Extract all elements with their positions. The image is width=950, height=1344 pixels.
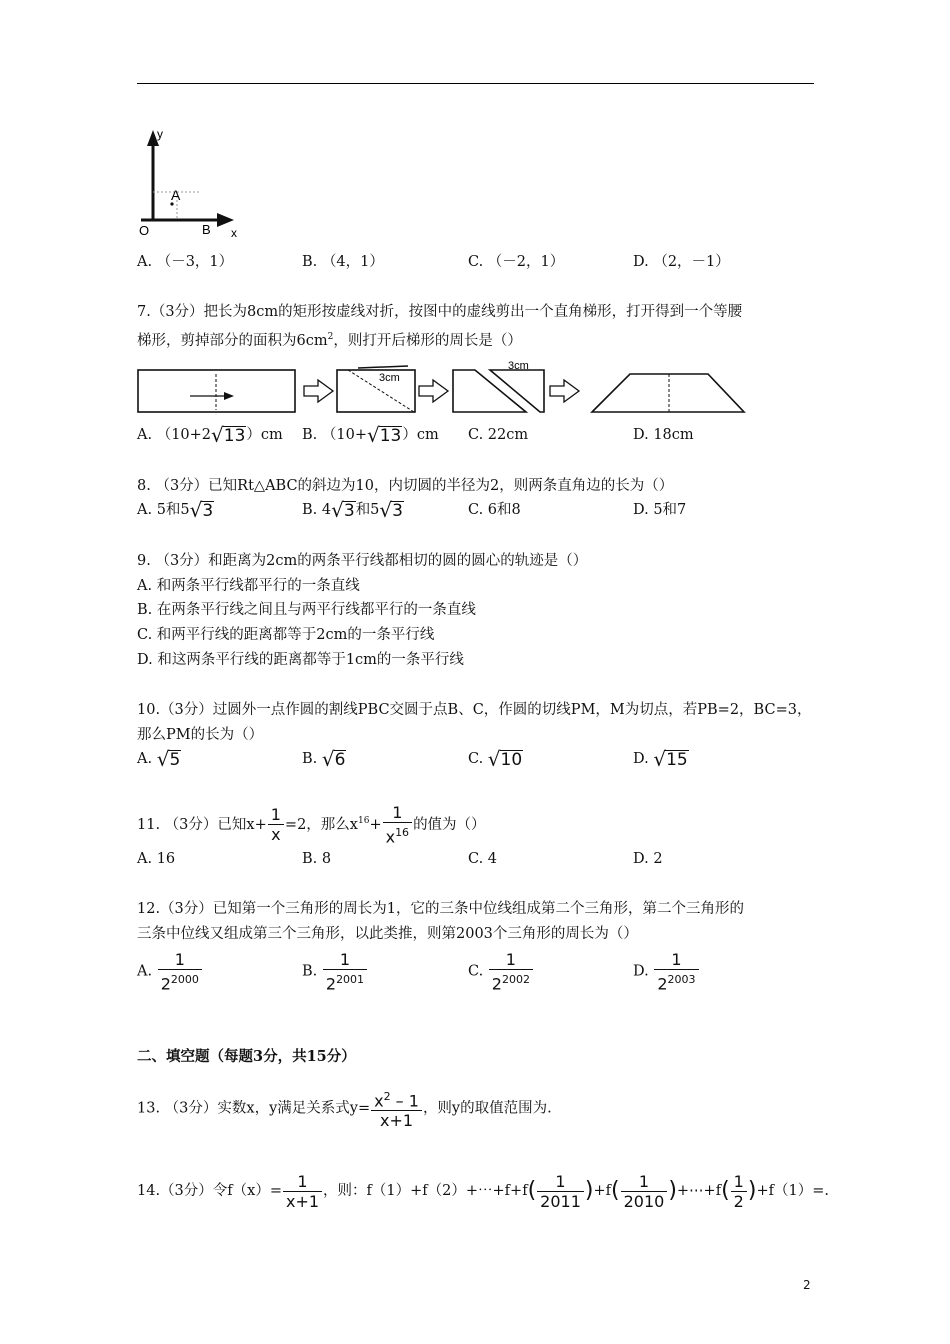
x-axis-label: x (231, 226, 237, 240)
y-axis-label: y (157, 127, 163, 141)
q7-option-a[interactable]: A. （10+2 √ 13 ）cm (137, 423, 283, 447)
q11-option-c[interactable]: C. 4 (468, 851, 498, 867)
q11-option-a[interactable]: A. 16 (137, 851, 176, 867)
q9-option-a[interactable]: A. 和两条平行线都平行的一条直线 (137, 578, 360, 594)
q10-option-c[interactable]: C. √ 10 (468, 747, 523, 771)
q12-line2: 三条中位线又组成第三个三角形，以此类推，则第2003个三角形的周长为（） (137, 926, 638, 942)
q10-option-b[interactable]: B. √ 6 (302, 747, 346, 771)
q8-option-c[interactable]: C. 6和8 (468, 502, 521, 518)
q10-line1: 10.（3分）过圆外一点作圆的割线PBC交圆于点B、C，作圆的切线PM，M为切点，若PB=2，BC=3， (137, 702, 812, 718)
q11-text: 11. （3分）已知x+ $\frac{1}{x}$ =2，那么$x^{16}+$ $\frac{1}{x^{16}}$ 的值为（） (137, 803, 486, 847)
q10-option-d[interactable]: D. √ 15 (633, 747, 688, 771)
q14-text: 14.（3分）令f（x）= $\frac{1}{x+1}$ ，则：f（1）+f（2）+⋯+f+f( $\frac{1}{2011}$ )+f( $\frac{1}{2010}$ )+⋯+f( $\frac{1}{2}$ )+f（1）=. (137, 1171, 829, 1211)
q7-option-d[interactable]: D. 18cm (633, 427, 694, 443)
page-number: 2 (803, 1278, 811, 1292)
q11-option-d[interactable]: D. 2 (633, 851, 663, 867)
q8-text: 8. （3分）已知Rt△ABC的斜边为10，内切圆的半径为2，则两条直角边的长为（） (137, 478, 674, 494)
q12-option-b[interactable]: B. $\frac{1}{2^{2001}}$ (302, 950, 368, 993)
origin-label: O (139, 223, 150, 238)
q7-line1: 7.（3分）把长为8cm的矩形按虚线对折，按图中的虚线剪出一个直角梯形，打开得到一个等腰 (137, 304, 743, 320)
point-a-label: A (171, 187, 181, 203)
coordinate-figure (133, 124, 243, 244)
folding-figure (136, 360, 816, 418)
header-rule (137, 83, 814, 84)
q7-line2: 梯形，剪掉部分的面积为$6cm^2$，则打开后梯形的周长是（） (137, 332, 522, 349)
section-title: 二、填空题（每题3分，共15分） (137, 1048, 356, 1065)
q12-option-d[interactable]: D. $\frac{1}{2^{2003}}$ (633, 950, 700, 993)
point-b-label: B (202, 222, 211, 237)
q6-option-b[interactable]: B. （4，1） (302, 254, 384, 270)
q12-line1: 12.（3分）已知第一个三角形的周长为1，它的三条中位线组成第二个三角形，第二个三角形的 (137, 901, 745, 917)
q6-option-a[interactable]: A. （－3，1） (137, 254, 234, 270)
q9-option-c[interactable]: C. 和两平行线的距离都等于2cm的一条平行线 (137, 627, 435, 643)
q10-line2: 那么PM的长为（） (137, 727, 264, 743)
q9-text: 9. （3分）和距离为2cm的两条平行线都相切的圆的圆心的轨迹是（） (137, 553, 588, 569)
q6-option-d[interactable]: D. （2，－1） (633, 254, 730, 270)
q10-option-a[interactable]: A. √ 5 (137, 747, 181, 771)
fig-label-3cm-2: 3cm (508, 360, 529, 372)
q12-option-c[interactable]: C. $\frac{1}{2^{2002}}$ (468, 950, 534, 993)
q8-option-b[interactable]: B. 4 √ 3 和5 √ 3 (302, 498, 403, 522)
q7-option-c[interactable]: C. 22cm (468, 427, 529, 443)
q8-option-d[interactable]: D. 5和7 (633, 502, 687, 518)
q9-option-b[interactable]: B. 在两条平行线之间且与两平行线都平行的一条直线 (137, 602, 476, 618)
fig-label-3cm-1: 3cm (379, 372, 400, 384)
q8-option-a[interactable]: A. 5和5 √ 3 (137, 498, 214, 522)
q9-option-d[interactable]: D. 和这两条平行线的距离都等于1cm的一条平行线 (137, 652, 464, 668)
q12-option-a[interactable]: A. $\frac{1}{2^{2000}}$ (137, 950, 203, 993)
q11-option-b[interactable]: B. 8 (302, 851, 332, 867)
q13-text: 13. （3分）实数x，y满足关系式y= $\frac{x^2 - 1}{x+1}$ ，则y的取值范围为. (137, 1090, 552, 1131)
q7-option-b[interactable]: B. （10+ √ 13 ）cm (302, 423, 439, 447)
q6-option-c[interactable]: C. （－2，1） (468, 254, 565, 270)
